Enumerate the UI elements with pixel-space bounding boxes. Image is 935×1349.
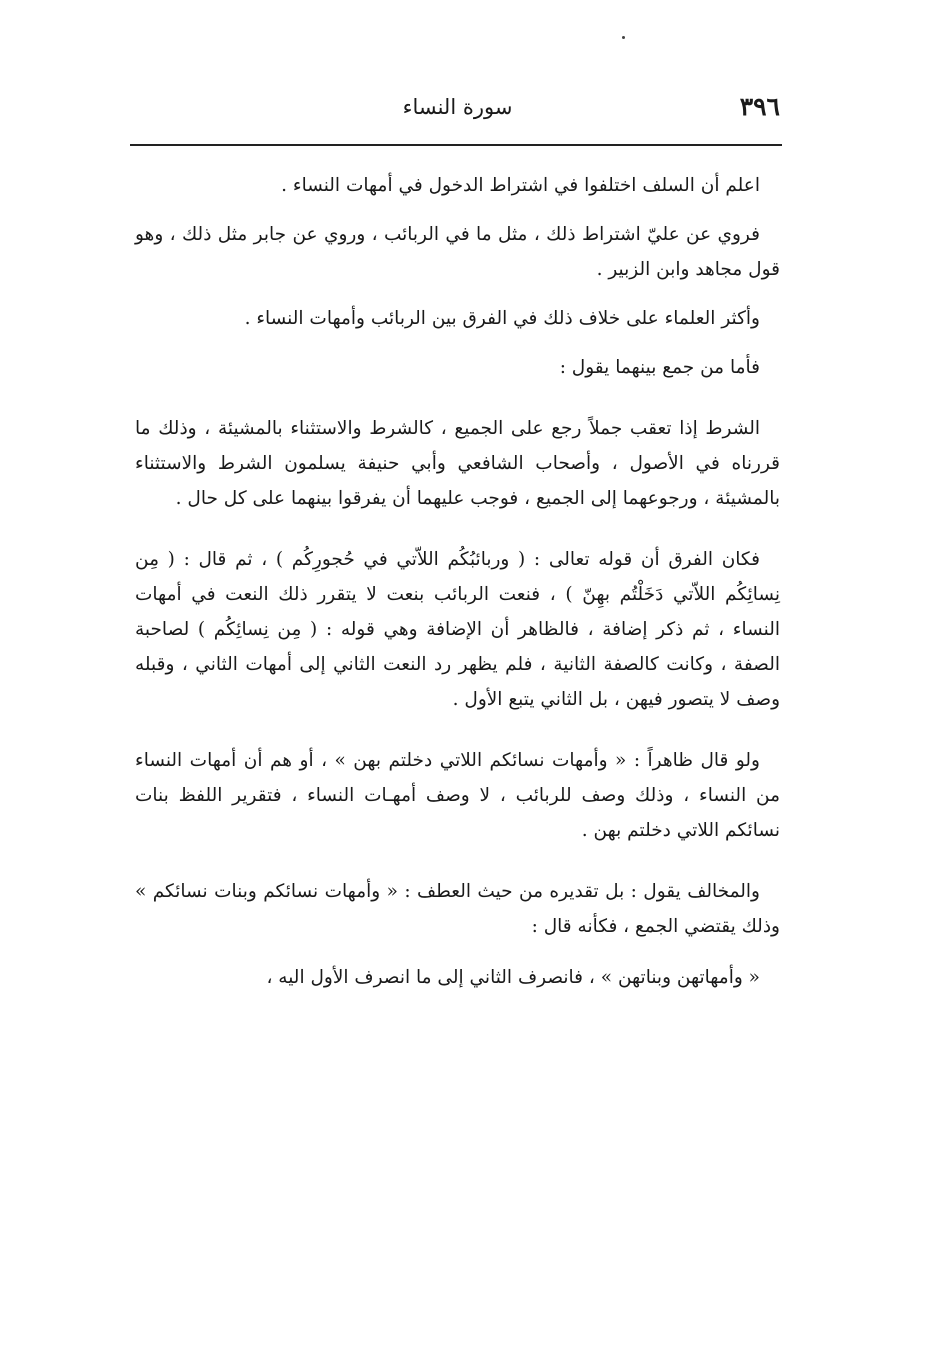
chapter-title: سورة النساء bbox=[402, 95, 513, 119]
paragraph: « وأمهاتهن وبناتهن » ، فانصرف الثاني إلى ما انصرف الأول اليه ، bbox=[266, 967, 760, 988]
paragraph: الشرط إذا تعقب جملاً رجع على الجميع ، كالشرط والاستثناء بالمشيئة ، وذلك ما قررناه في الأصول ، وأصحاب الشافعي وأبي حنيفة يسلمون الشرط والاستثناء بالمشيئة ، ورجوعهما إلى الجميع ، فوجب عليهما أن يفرقوا بينهما على كل حال . bbox=[135, 418, 780, 509]
paragraph: والمخالف يقول : بل تقديره من حيث العطف : « وأمهات نسائكم وبنات نسائكم » وذلك يقتضي الجمع ، فكأنه قال : bbox=[135, 881, 780, 937]
paragraph: فكان الفرق أن قوله تعالى : ( وربائبُكُم اللاّتي في حُجورِكُم ) ، ثم قال : ( مِن نِسائِكُم اللاّتي دَخَلْتُم بهِنّ ) ، فنعت الربائب بنعت لا يتقرر ذلك النعت في أمهات النساء ، ثم ذكر إضافة ، فالظاهر أن الإضافة وهي قوله : ( مِن نِسائِكُم ) لصاحبة الصفة ، وكانت كالصفة الثانية ، فلم يظهر رد النعت الثاني إلى أمهات الثاني ، وقبله وصف لا يتصور فيهن ، بل الثاني يتبع الأول . bbox=[135, 549, 780, 710]
paragraph: اعلم أن السلف اختلفوا في اشتراط الدخول في أمهات النساء . bbox=[281, 175, 760, 196]
body-text bbox=[135, 168, 780, 995]
paragraph: فروي عن عليّ اشتراط ذلك ، مثل ما في الربائب ، وروي عن جابر مثل ذلك ، وهو قول مجاهد وابن الزبير . bbox=[135, 224, 780, 280]
page-number: ٣٩٦ bbox=[739, 92, 780, 121]
paragraph: وأكثر العلماء على خلاف ذلك في الفرق بين الربائب وأمهات النساء . bbox=[244, 308, 760, 329]
running-header bbox=[135, 90, 780, 126]
header-rule bbox=[130, 144, 782, 146]
paragraph: فأما من جمع بينهما يقول : bbox=[559, 357, 760, 378]
paragraph: ولو قال ظاهراً : « وأمهات نسائكم اللاتي دخلتم بهن » ، أو هم أن أمهات النساء من النساء ، وذلك وصف للربائب ، لا وصف أمهـات النساء ، فتقرير اللفظ بنات نسائكم اللاتي دخلتم بهن . bbox=[135, 750, 780, 841]
ink-speck bbox=[622, 36, 625, 39]
